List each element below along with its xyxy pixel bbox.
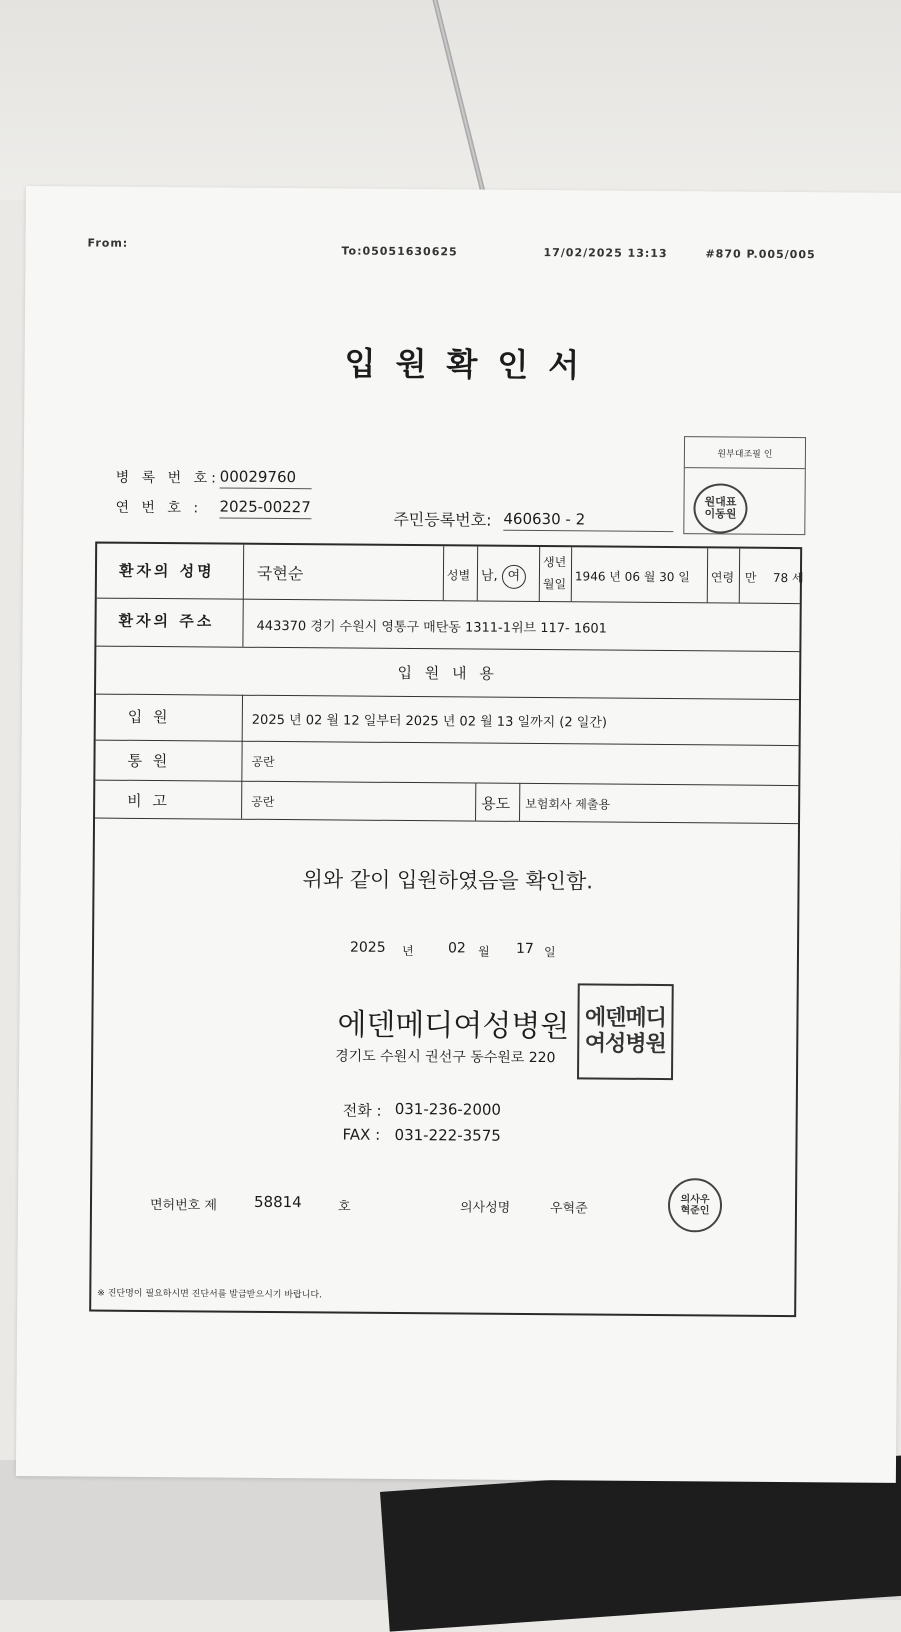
row-divider [96, 694, 799, 701]
hospital-address: 경기도 수원시 권선구 동수원로 220 [335, 1048, 556, 1067]
fax-page: #870 P.005/005 [705, 247, 816, 262]
main-form-box [89, 542, 802, 1318]
col-divider [475, 783, 476, 821]
row-divider [97, 598, 800, 605]
director-seal-text: 원대표 이동원 [704, 495, 737, 521]
fax-from: From: [87, 236, 129, 250]
age-label: 연령 [710, 570, 735, 585]
admission-label: 입 원 [127, 707, 171, 727]
chart-number-label: 병 록 번 호: [115, 469, 220, 487]
row-divider [95, 780, 798, 787]
row-divider [96, 740, 799, 747]
serial-number: 2025-00227 [219, 498, 311, 520]
hospital-seal [577, 983, 674, 1080]
sex-options [481, 565, 526, 589]
issue-year-unit: 년 [401, 943, 414, 959]
fax-datetime: 17/02/2025 13:13 [543, 246, 668, 261]
row-divider [96, 646, 799, 653]
director-seal [693, 483, 747, 533]
use-value: 보험회사 제출용 [525, 796, 611, 812]
col-divider [242, 545, 244, 647]
outpatient-label: 통 원 [127, 751, 171, 771]
resident-id-label: 주민등록번호: [393, 509, 492, 530]
hospital-seal-line1: 에덴메디 [584, 1005, 667, 1031]
dob-label-line2: 월일 [542, 577, 567, 592]
license-suffix: 호 [337, 1199, 351, 1215]
footnote: ※ 진단명이 필요하시면 진단서를 발급받으시기 바랍니다. [97, 1288, 323, 1301]
col-divider [519, 783, 520, 821]
age-prefix: 만 [744, 570, 757, 585]
col-divider [739, 549, 740, 603]
patient-age: 78 세 [772, 570, 804, 586]
serial-number-label: 연 번 호 : [115, 499, 203, 517]
col-divider [707, 548, 708, 602]
license-number: 58814 [253, 1192, 302, 1212]
hospital-tel: 031-236-2000 [394, 1099, 502, 1119]
issue-month-unit: 월 [477, 944, 490, 959]
issue-day: 17 [515, 940, 534, 958]
outpatient-value: 공란 [251, 754, 275, 769]
confirmation-statement: 위와 같이 입원하였음을 확인함. [302, 867, 594, 894]
col-divider [477, 547, 478, 601]
chart-number: 00029760 [220, 468, 312, 490]
tel-label: 전화 : [342, 1101, 382, 1120]
doctor-name: 우혁준 [549, 1201, 588, 1217]
patient-address: 443370 경기 수원시 영통구 매탄동 1311-1위브 117- 1601 [256, 618, 608, 637]
hospital-fax: 031-222-3575 [394, 1125, 501, 1145]
row-divider [95, 818, 798, 825]
col-divider [241, 695, 243, 819]
license-label: 면허번호 제 [149, 1198, 217, 1214]
stamp-box-label: 원부대조필 인 [685, 437, 805, 469]
doctor-seal-text: 의사우 혁준인 [680, 1194, 710, 1217]
col-divider [443, 546, 444, 600]
fax-label: FAX : [342, 1125, 381, 1144]
document-title: 입원확인서 [344, 344, 600, 385]
admission-section-title: 입 원 내 용 [397, 663, 498, 683]
hospital-name: 에덴메디여성병원 [337, 1007, 570, 1045]
patient-name-label: 환자의 성명 [118, 561, 215, 581]
doctor-seal [668, 1178, 722, 1232]
issue-day-unit: 일 [543, 945, 556, 960]
document-paper [16, 186, 901, 1483]
sex-female-circled: 여 [502, 565, 526, 589]
background-top [0, 0, 901, 200]
admission-period: 2025 년 02 월 12 일부터 2025 년 02 월 13 일까지 (2 일간) [251, 712, 608, 731]
patient-address-label: 환자의 주소 [118, 611, 215, 631]
remarks-value: 공란 [251, 794, 275, 809]
sex-male: 남, [480, 568, 498, 584]
use-label: 용도 [481, 794, 511, 813]
dob-label-line1: 생년 [543, 555, 567, 570]
remarks-label: 비 고 [127, 791, 170, 811]
resident-id-number: 460630 - 2 [503, 510, 673, 532]
issue-month: 02 [447, 940, 466, 957]
doctor-name-label: 의사성명 [459, 1200, 511, 1216]
fax-to: To:05051630625 [341, 244, 458, 259]
hospital-seal-line2: 여성병원 [584, 1031, 666, 1058]
col-divider [539, 547, 540, 601]
col-divider [571, 547, 572, 601]
issue-year: 2025 [349, 939, 386, 956]
sex-label: 성별 [446, 568, 471, 583]
date-of-birth: 1946 년 06 월 30 일 [574, 569, 690, 585]
patient-name: 국현순 [256, 563, 304, 584]
